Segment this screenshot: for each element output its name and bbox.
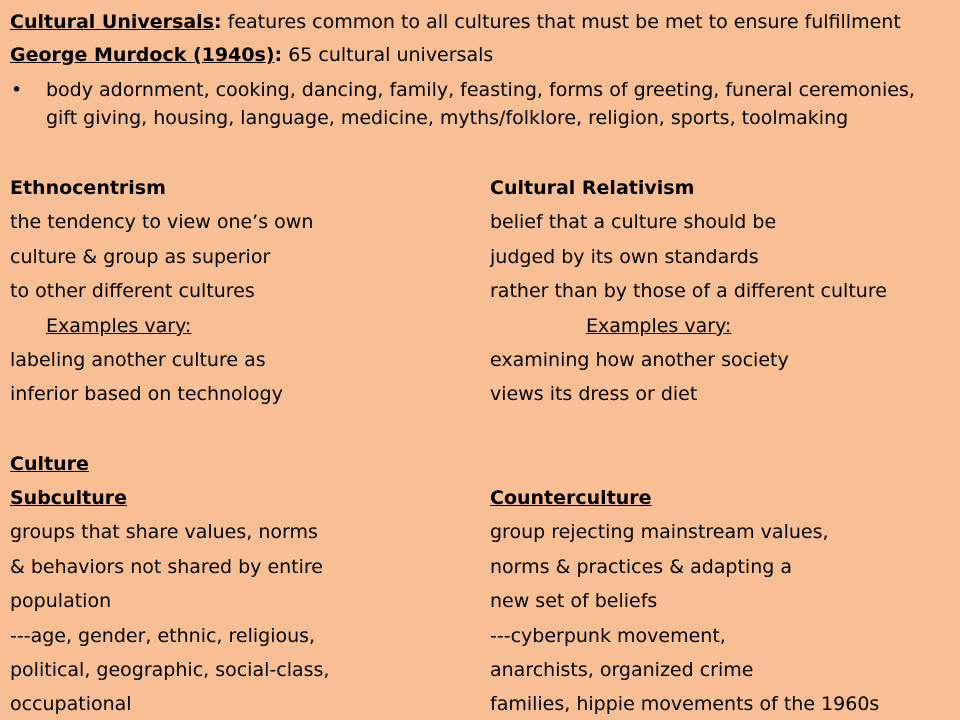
ethnocentrism-line: culture & group as superior bbox=[10, 246, 271, 268]
subculture-line: political, geographic, social-class, bbox=[10, 659, 330, 681]
subculture-line: occupational bbox=[10, 693, 132, 715]
subculture-line: ---age, gender, ethnic, religious, bbox=[10, 625, 316, 647]
bullet-icon: • bbox=[11, 79, 23, 101]
relativism-line: belief that a culture should be bbox=[490, 211, 777, 233]
counterculture-line: new set of beliefs bbox=[490, 590, 658, 612]
counterculture-line: families, hippie movements of the 1960s bbox=[490, 693, 880, 715]
counterculture-heading: Counterculture bbox=[490, 487, 652, 509]
ethnocentrism-line: to other different cultures bbox=[10, 280, 255, 302]
relativism-line: rather than by those of a different culture bbox=[490, 280, 887, 302]
ethnocentrism-examples-label: Examples vary: bbox=[46, 315, 192, 337]
murdock-line: George Murdock (1940s): 65 cultural universals bbox=[10, 44, 494, 66]
murdock-term: George Murdock (1940s) bbox=[10, 44, 275, 66]
ethnocentrism-example: labeling another culture as bbox=[10, 349, 266, 371]
counterculture-line: norms & practices & adapting a bbox=[490, 556, 792, 578]
relativism-examples-label: Examples vary: bbox=[586, 315, 732, 337]
bullet-line-1: body adornment, cooking, dancing, family, feasting, forms of greeting, funeral ceremonies, bbox=[46, 79, 915, 101]
relativism-example: examining how another society bbox=[490, 349, 789, 371]
relativism-line: judged by its own standards bbox=[490, 246, 759, 268]
counterculture-line: ---cyberpunk movement, bbox=[490, 625, 726, 647]
relativism-heading: Cultural Relativism bbox=[490, 177, 695, 199]
ethnocentrism-example: inferior based on technology bbox=[10, 383, 283, 405]
culture-heading: Culture bbox=[10, 453, 89, 475]
ethnocentrism-line: the tendency to view one’s own bbox=[10, 211, 314, 233]
subculture-line: population bbox=[10, 590, 112, 612]
cultural-universals-definition: features common to all cultures that must be met to ensure fulfillment bbox=[227, 11, 901, 33]
subculture-heading: Subculture bbox=[10, 487, 127, 509]
ethnocentrism-heading: Ethnocentrism bbox=[10, 177, 166, 199]
cultural-universals-line: Cultural Universals: features common to all cultures that must be met to ensure fulfillment bbox=[10, 11, 901, 33]
murdock-definition: 65 cultural universals bbox=[288, 44, 494, 66]
relativism-example: views its dress or diet bbox=[490, 383, 698, 405]
bullet-line-2: gift giving, housing, language, medicine, myths/folklore, religion, sports, toolmaking bbox=[46, 107, 849, 129]
counterculture-line: anarchists, organized crime bbox=[490, 659, 754, 681]
subculture-line: & behaviors not shared by entire bbox=[10, 556, 323, 578]
counterculture-line: group rejecting mainstream values, bbox=[490, 521, 829, 543]
cultural-universals-term: Cultural Universals bbox=[10, 11, 214, 33]
subculture-line: groups that share values, norms bbox=[10, 521, 318, 543]
